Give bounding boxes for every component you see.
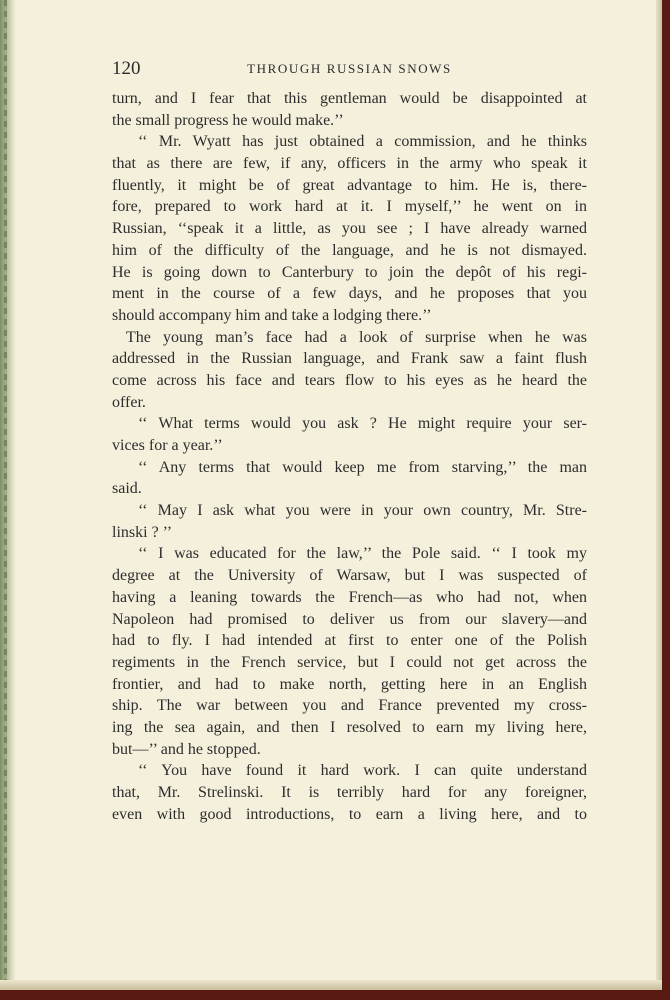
text-line: even with good introductions, to earn a living here, and to [112, 805, 587, 823]
text-line: degree at the University of Warsaw, but I was suspected of [112, 567, 587, 585]
text-line: offer. [112, 393, 146, 411]
text-line: fore, prepared to work hard at it. I myself,’’ he went on in [112, 198, 587, 216]
text-line: vices for a year.’’ [112, 437, 223, 454]
text-line: Russian, ‘‘speak it a little, as you see ; I have already warned [112, 220, 587, 238]
running-title: THROUGH RUSSIAN SNOWS [247, 61, 452, 76]
text-line: said. [112, 480, 142, 498]
text-line: ‘‘ Mr. Wyatt has just obtained a commission, and he thinks [138, 133, 587, 151]
text-line: frontier, and had to make north, getting here in an English [112, 675, 587, 693]
text-line: The young man’s face had a look of surprise when he was [126, 328, 587, 346]
text-line: having a leaning towards the French—as who had not, when [112, 588, 587, 606]
text-line: come across his face and tears flow to his eyes as he heard the [112, 371, 587, 389]
page-header [112, 58, 587, 80]
page-right-edge [656, 0, 662, 990]
text-line: ‘‘ What terms would you ask ? He might require your ser- [138, 415, 587, 433]
text-line: ment in the course of a few days, and he proposes that you [112, 285, 587, 303]
text-line: that, Mr. Strelinski. It is terribly hard for any foreigner, [112, 784, 587, 801]
text-line: him of the difficulty of the language, and he is not dismayed. [112, 241, 587, 259]
text-line: ing the sea again, and then I resolved to earn my living here, [112, 718, 587, 736]
text-line: had to fly. I had intended at first to enter one of the Polish [112, 632, 587, 650]
text-line: should accompany him and take a lodging there.’’ [112, 306, 432, 324]
text-line: ship. The war between you and France prevented my cross- [112, 697, 587, 715]
text-line: the small progress he would make.’’ [112, 111, 344, 129]
binding-stitching [4, 0, 7, 990]
text-line: that as there are few, if any, officers in the army who speak it [112, 155, 587, 173]
page-bottom-edge [0, 980, 662, 990]
text-line: regiments in the French service, but I could not get across the [112, 653, 587, 671]
text-line: ‘‘ Any terms that would keep me from starving,’’ the man [138, 458, 587, 476]
text-line: He is going down to Canterbury to join the depôt of his regi- [112, 263, 587, 281]
page-number: 120 [112, 58, 141, 79]
text-line: ‘‘ I was educated for the law,’’ the Pole said. ‘‘ I took my [138, 545, 587, 563]
binding-gutter [0, 0, 16, 990]
text-line: ‘‘ You have found it hard work. I can quite understand [138, 762, 587, 780]
text-line: addressed in the Russian language, and Frank saw a faint flush [112, 350, 587, 368]
text-line: fluently, it might be of great advantage to him. He is, there- [112, 176, 587, 194]
body-text [112, 88, 587, 825]
text-line: linski ? ’’ [112, 523, 173, 541]
text-line: ‘‘ May I ask what you were in your own country, Mr. Stre- [138, 502, 587, 520]
text-line: Napoleon had promised to deliver us from our slavery—and [112, 610, 587, 628]
text-line: but—’’ and he stopped. [112, 740, 261, 758]
text-line: turn, and I fear that this gentleman would be disappointed at [112, 90, 587, 107]
